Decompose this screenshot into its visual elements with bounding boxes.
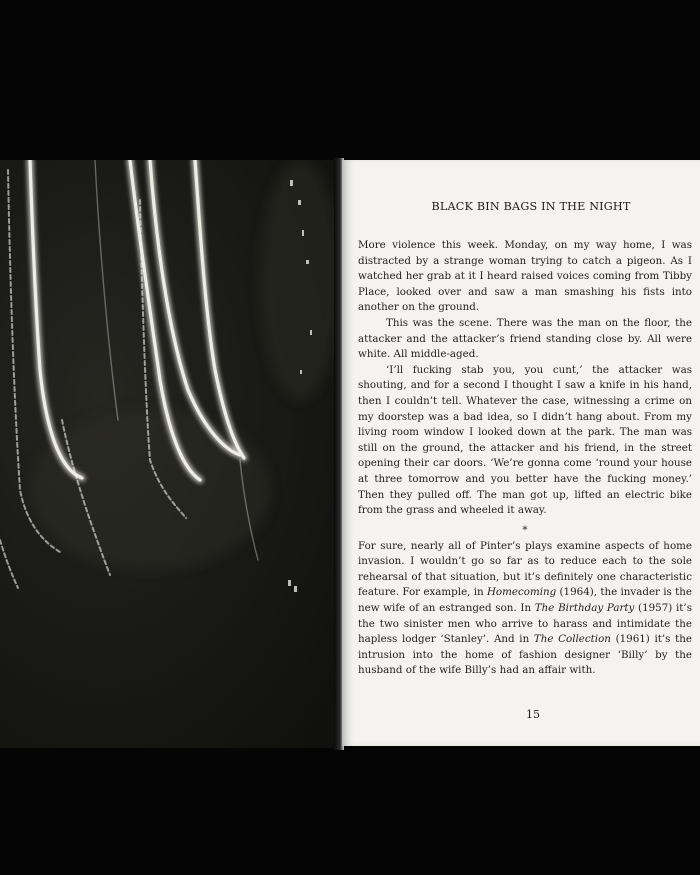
- title-homecoming: Homecoming: [486, 586, 557, 599]
- paragraph-4: [358, 539, 692, 679]
- paragraph-4-part-a: For sure, nearly all of Pinter’s plays examine aspects of home invasion. I wouldn’t go so far as to reduce each to the sole rehearsal of that situation, but it’s definitely one characteristic feature. For example, in: [358, 539, 692, 599]
- light-trails-photograph: [0, 160, 336, 748]
- page-number: 15: [526, 708, 540, 721]
- section-separator: *: [522, 523, 528, 536]
- running-head: BLACK BIN BAGS IN THE NIGHT: [431, 200, 631, 213]
- paragraph-2: This was the scene. There was the man on the floor, the attacker and the attacker’s friend standing close by. All were white. All middle-aged.: [358, 316, 692, 361]
- title-birthday-party: The Birthday Party: [534, 602, 635, 615]
- paragraph-4-part-d: (1961) it’s the intrusion into the home of fashion designer ‘Billy’ by the husband of the wife Billy’s had an affair with.: [358, 633, 692, 677]
- light-trails-image: [0, 160, 336, 748]
- paragraph-1: More violence this week. Monday, on my way home, I was distracted by a strange woman trying to catch a pigeon. As I watched her grab at it I heard raised voices coming from Tibby Place, looked over and saw a man smashing his fists into another on the ground.: [358, 239, 692, 314]
- text-page: [342, 160, 700, 746]
- paragraph-4-part-b: (1964), the invader is the new wife of an estranged son. In: [358, 586, 692, 615]
- title-the-collection: The Collection: [533, 633, 611, 646]
- paragraph-3: ‘I’ll fucking stab you, you cunt,’ the attacker was shouting, and for a second I thought I saw a knife in his hand, then I couldn’t tell. Whatever the case, witnessing a crime on my doorstep was a bad idea, so I didn’t hang about. From my living room window I looked down at the park. The man was still on the ground, the attacker and his friend, in the street opening their car doors. ‘We’re gonna come ‘round your house at three tomorrow and you better have the fucking money.’ Then they pulled off. The man got up, lifted an electric bike from the grass and wheeled it away.: [358, 363, 692, 517]
- body-text: [358, 238, 692, 679]
- paragraph-4-part-c: (1957) it’s the two sinister men who arrive to harass and intimidate the hapless lodger ‘Stanley’. And in: [358, 602, 692, 646]
